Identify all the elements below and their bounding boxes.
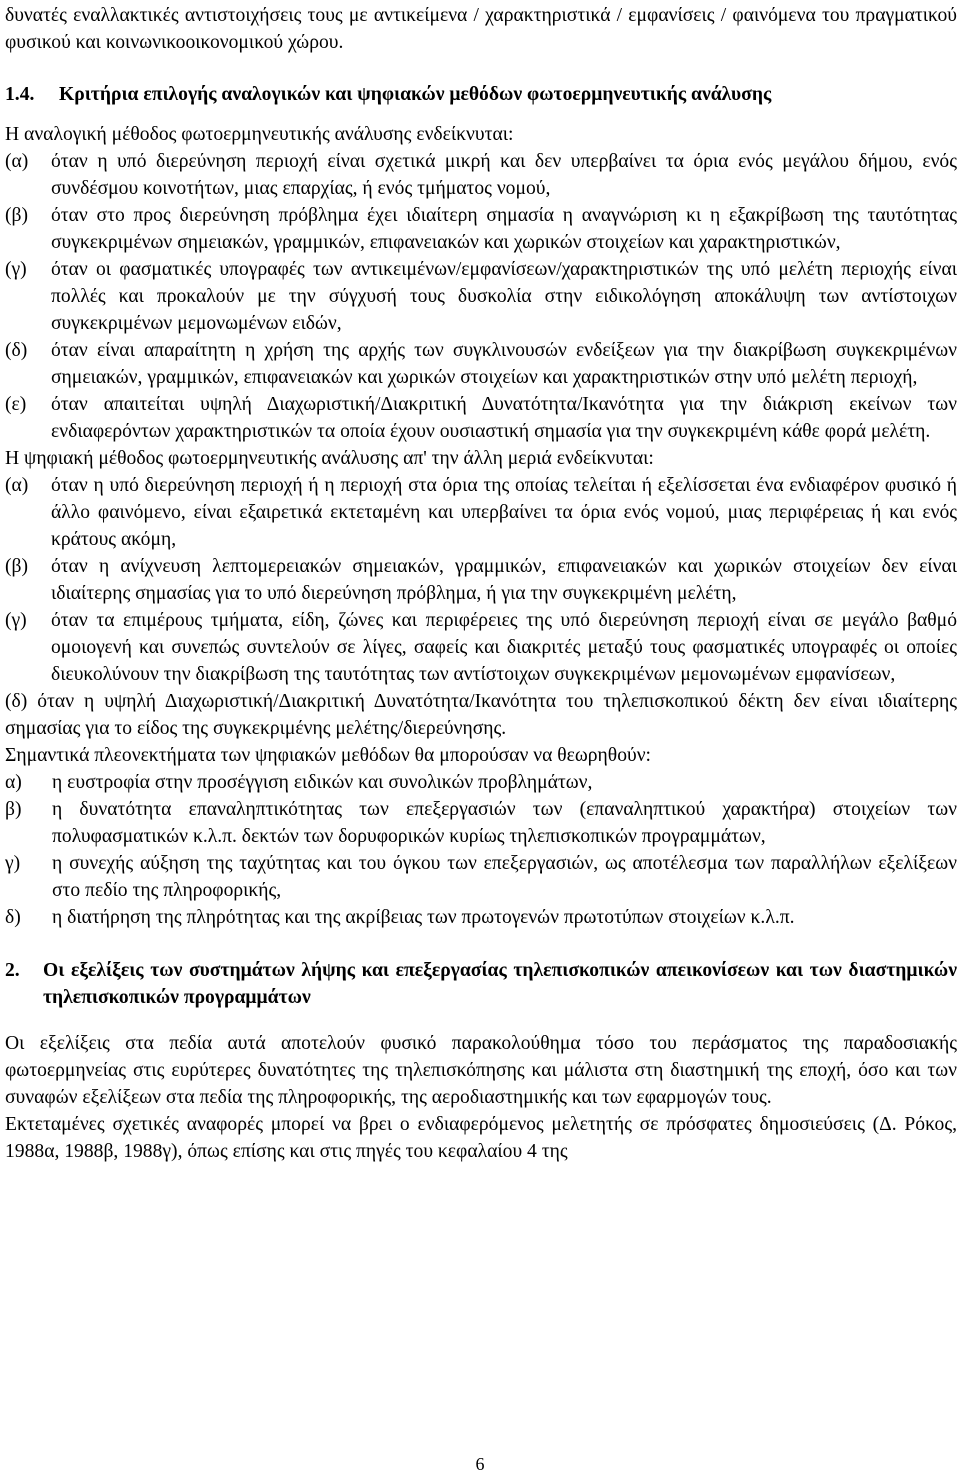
list-item-inline: (δ) όταν η υψηλή Διαχωριστική/Διακριτική Δυνατότητα/Ικανότητα του τηλεπισκοπικού δέκτη δεν είναι ιδιαίτερης σημασίας για το είδος της συγκεκριμένης μελέτης/διερεύνησης. — [5, 691, 957, 739]
list-label: (γ) — [5, 610, 27, 631]
list-text: η διατήρηση της πληρότητας και της ακρίβειας των πρωτογενών πρωτοτύπων στοιχείων κ.λ.π. — [52, 907, 795, 928]
list-label: β) — [5, 799, 22, 820]
list-item — [5, 256, 957, 337]
section-title: Κριτήρια επιλογής αναλογικών και ψηφιακών μεθόδων φωτοερμηνευτικής ανάλυσης — [59, 84, 772, 105]
list-text: η ευστροφία στην προσέγγιση ειδικών και συνολικών προβλημάτων, — [52, 772, 593, 793]
list-label: (α) — [5, 475, 29, 496]
list-item — [5, 607, 957, 688]
section-title: Οι εξελίξεις των συστημάτων λήψης και επεξεργασίας τηλεπισκοπικών απεικονίσεων και των διαστημικών τηλεπισκοπικών προγραμμάτων — [43, 960, 957, 1008]
list-item — [5, 337, 957, 391]
list-label: γ) — [5, 853, 21, 874]
list-text: η δυνατότητα επαναληπτικότητας των επεξεργασιών των (επαναληπτικού χαρακτήρα) στοιχείων των πολυφασματικών κ.λ.π. δεκτών των δορυφορικών κυρίως τηλεπισκοπικών προγραμμάτων, — [52, 799, 957, 847]
list-item — [5, 796, 957, 850]
list-label: (γ) — [5, 259, 27, 280]
advantages-intro: Σημαντικά πλεονεκτήματα των ψηφιακών μεθόδων θα μπορούσαν να θεωρηθούν: — [5, 745, 651, 766]
list-label: α) — [5, 772, 22, 793]
list-text: όταν είναι απαραίτητη η χρήση της αρχής των συγκλινουσών ενδείξεων για την διακρίβωση συγκεκριμένων σημειακών, γραμμικών, επιφανειακών και χωρικών στοιχείων και χαρακτηριστικών στην υπό μελέτη περιοχή, — [51, 340, 957, 388]
section-heading-2 — [5, 957, 957, 1011]
body-paragraph: Οι εξελίξεις στα πεδία αυτά αποτελούν φυσικό παρακολούθημα τόσο του περάσματος της παραδοσιακής φωτοερμηνείας στις ευρύτερες δυνατότητες της τηλεπισκόπησης και μάλιστα στη διαστημική της εποχή, όσο και των συναφών εξελίξεων στα πεδία της πληροφορικής, της αεροδιαστημικής και των εφαρμογών τους. — [5, 1033, 957, 1108]
advantages-list — [5, 769, 957, 931]
list-item — [5, 769, 957, 796]
list-item — [5, 148, 957, 202]
list-label: (β) — [5, 556, 29, 577]
list-label: (α) — [5, 151, 29, 172]
list-text: όταν η υπό διερεύνηση περιοχή ή η περιοχή στα όρια της οποίας τελείται ή εξελίσσεται ένα ενδιαφέρον φυσικό ή άλλο φαινόμενο, είναι εξαιρετικά εκτεταμένη και υπερβαίνει τα όρια ενός νομού, μιας περιφέρειας ή και ενός κράτους ακόμη, — [51, 475, 957, 550]
list-text: όταν απαιτείται υψηλή Διαχωριστική/Διακριτική Δυνατότητα/Ικανότητα για την διάκριση εκείνων των ενδιαφερόντων χαρακτηριστικών τα οποία έχουν ουσιαστική σημασία για την συγκεκριμένη κάθε φορά μελέτη. — [51, 394, 957, 442]
list-label: (ε) — [5, 394, 27, 415]
list-item — [5, 472, 957, 553]
page-number: 6 — [475, 1454, 485, 1474]
list-label: (δ) — [5, 340, 28, 361]
list-label: (β) — [5, 205, 29, 226]
analog-list — [5, 148, 957, 445]
digital-intro: Η ψηφιακή μέθοδος φωτοερμηνευτικής ανάλυσης απ' την άλλη μεριά ενδείκνυται: — [5, 448, 654, 469]
list-item — [5, 850, 957, 904]
intro-paragraph: δυνατές εναλλακτικές αντιστοιχήσεις τους με αντικείμενα / χαρακτηριστικά / εμφανίσεις / φαινόμενα του πραγματικού φυσικού και κοινωνικοοικονομικού χώρου. — [5, 5, 957, 53]
list-item — [5, 904, 957, 931]
list-text: όταν τα επιμέρους τμήματα, είδη, ζώνες και περιφέρειες της υπό διερεύνηση περιοχή είναι σε μεγάλο βαθμό ομοιογενή και συνεπώς συντελούν σε λίγες, σαφείς και διακριτές μεταξύ τους φασματικές υπογραφές οι οποίες διευκολύνουν την διακρίβωση της ταυτότητας των αντίστοιχων συγκεκριμένων μεμονωμένων εμφανίσεων, — [51, 610, 957, 685]
body-paragraph: Εκτεταμένες σχετικές αναφορές μπορεί να βρει ο ενδιαφερόμενος μελετητής σε πρόσφατες δημοσιεύσεις (Δ. Ρόκος, 1988α, 1988β, 1988γ), όπως επίσης και στις πηγές του κεφαλαίου 4 της — [5, 1114, 957, 1162]
document-page — [5, 2, 957, 1165]
list-text: όταν η ανίχνευση λεπτομερειακών σημειακών, γραμμικών, επιφανειακών και χωρικών στοιχείων δεν είναι ιδιαίτερης σημασίας για το υπό διερεύνηση πρόβλημα, ή για την συγκεκριμένη μελέτη, — [51, 556, 957, 604]
section-number: 2. — [5, 960, 20, 981]
list-text: όταν οι φασματικές υπογραφές των αντικειμένων/εμφανίσεων/χαρακτηριστικών της υπό μελέτη περιοχής είναι πολλές και προκαλούν με την σύγχυσή τους δυσκολία στην ειδικολόγηση αποκάλυψη των αντίστοιχων συγκεκριμένων μεμονωμένων ειδών, — [51, 259, 957, 334]
list-item — [5, 553, 957, 607]
list-label: δ) — [5, 907, 21, 928]
list-item — [5, 202, 957, 256]
list-text: όταν η υπό διερεύνηση περιοχή είναι σχετικά μικρή και δεν υπερβαίνει τα όρια ενός μεγάλου δήμου, ενός συνδέσμου κοινοτήτων, μιας επαρχίας, ή ενός τμήματος νομού, — [51, 151, 957, 199]
list-text: η συνεχής αύξηση της ταχύτητας και του όγκου των επεξεργασιών, ως αποτέλεσμα των παραλλήλων εξελίξεων στο πεδίο της πληροφορικής, — [52, 853, 957, 901]
list-item — [5, 391, 957, 445]
analog-intro: Η αναλογική μέθοδος φωτοερμηνευτικής ανάλυσης ενδείκνυται: — [5, 124, 514, 145]
section-heading-1-4 — [5, 81, 957, 108]
digital-list — [5, 472, 957, 742]
section-number: 1.4. — [5, 84, 35, 105]
list-text: όταν στο προς διερεύνηση πρόβλημα έχει ιδιαίτερη σημασία η αναγνώριση κι η εξακρίβωση της ταυτότητας συγκεκριμένων σημειακών, γραμμικών, επιφανειακών και χωρικών στοιχείων και χαρακτηριστικών, — [51, 205, 957, 253]
